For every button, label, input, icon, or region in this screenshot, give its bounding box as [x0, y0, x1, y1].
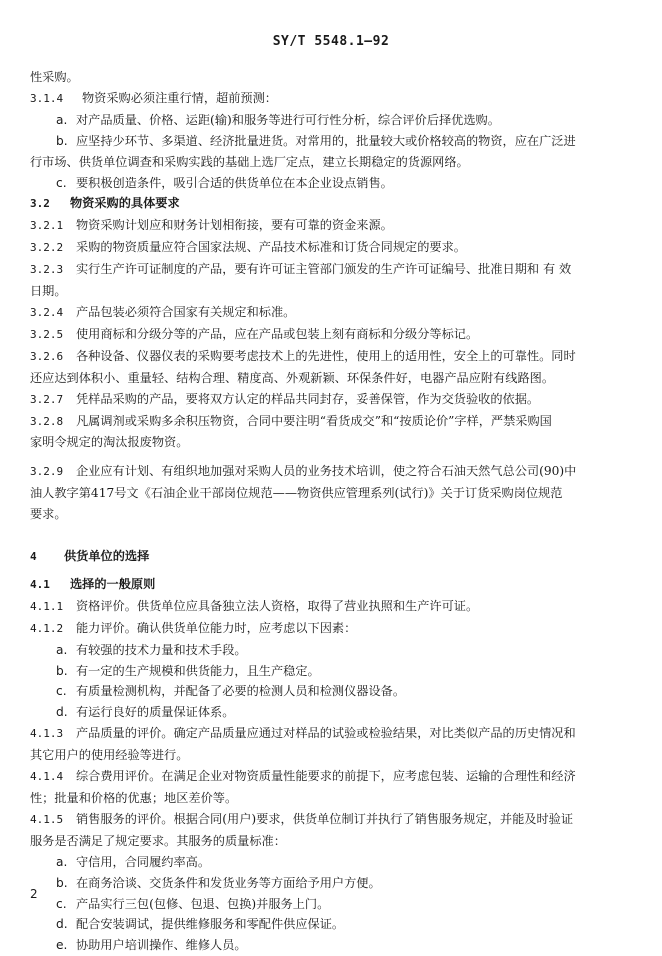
clause-number: 3.2.2 [30, 241, 64, 255]
item-text: 有运行良好的质量保证体系。 [76, 705, 235, 720]
section-title: 供货单位的选择 [64, 549, 150, 564]
clause-number: 4.1.4 [30, 770, 64, 784]
clause-3-2-7 [30, 389, 630, 411]
section-heading-3-2 [30, 193, 630, 215]
text-line: 还应达到体积小、重量轻、结构合理、精度高、外观新颖、环保条件好，电器产品应附有线路图。 [30, 370, 555, 385]
clause-text: 采购的物资质量应符合国家法规、产品技术标准和订货合同规定的要求。 [76, 240, 466, 255]
item-label: d. [56, 705, 68, 720]
clause-text: 凭样品采购的产品，要将双方认定的样品共同封存，妥善保管，作为交货验收的依据。 [76, 391, 540, 406]
clause-text: 物资采购计划应和财务计划相衔接，要有可靠的资金来源。 [76, 218, 393, 233]
item-text: 对产品质量、价格、运距(输)和服务等进行可行性分析，综合评价后择优选购。 [76, 112, 500, 127]
clause-text: 综合费用评价。在满足企业对物资质量性能要求的前提下，应考虑包装、运输的合理性和经济 [76, 769, 576, 784]
item-label: c. [56, 175, 67, 190]
item-text: 应坚持少环节、多渠道、经济批量进货。对常用的，批量较大或价格较高的物资，应在广泛进 [76, 133, 576, 148]
clause-4-1-1 [30, 596, 630, 618]
item-text: 在商务洽谈、交货条件和发货业务等方面给予用户方便。 [76, 875, 381, 890]
clause-3-1-4 [30, 88, 630, 110]
list-item [30, 702, 630, 723]
item-text: 配合安装调试，提供维修服务和零配件供应保证。 [76, 917, 345, 932]
list-item [30, 640, 630, 661]
clause-3-2-1 [30, 215, 630, 237]
clause-text: 销售服务的评价。根据合同(用户)要求，供货单位制订并执行了销售服务规定，并能及时验证 [76, 811, 574, 826]
clause-4-1-2 [30, 618, 630, 640]
clause-text: 使用商标和分级分等的产品，应在产品或包装上刻有商标和分级分等标记。 [76, 326, 479, 341]
list-item [30, 914, 630, 935]
list-item [30, 873, 630, 894]
text-line: 性；批量和价格的优惠；地区差价等。 [30, 791, 238, 805]
item-text: 有一定的生产规模和供货能力，且生产稳定。 [76, 663, 320, 678]
document-header: SY/T 5548.1—92 [272, 34, 390, 49]
list-item [30, 110, 630, 131]
clause-text: 资格评价。供货单位应具备独立法人资格，取得了营业执照和生产许可证。 [76, 598, 479, 613]
document-body [30, 67, 630, 956]
page-number: 2 [30, 887, 38, 901]
item-text: 产品实行三包(包修、包退、包换)并服务上门。 [76, 896, 330, 911]
item-text: 有较强的技术力量和技术手段。 [76, 642, 247, 657]
clause-number: 3.2.9 [30, 465, 64, 479]
text-line: 油人教字第417号文《石油企业干部岗位规范——物资供应管理系列(试行)》关于订货采购岗位规范 [30, 486, 563, 501]
item-label: a. [56, 112, 68, 127]
clause-number: 3.2.3 [30, 263, 64, 277]
clause-4-1-5 [30, 809, 630, 831]
item-label: b. [56, 133, 68, 148]
section-heading-4-1 [30, 574, 630, 596]
list-item [30, 681, 630, 702]
text-line: 服务是否满足了规定要求。其服务的质量标准： [30, 833, 286, 848]
clause-number: 3.2.6 [30, 349, 64, 363]
clause-3-2-6 [30, 346, 630, 368]
list-item [30, 894, 630, 915]
section-number: 4.1 [30, 577, 50, 591]
section-title: 物资采购的具体要求 [70, 196, 180, 211]
clause-number: 3.2.4 [30, 305, 64, 319]
clause-text: 产品质量的评价。确定产品质量应通过对样品的试验或检验结果，对比类似产品的历史情况和 [76, 726, 576, 741]
item-text: 有质量检测机构，并配备了必要的检测人员和检测仪器设备。 [76, 684, 406, 699]
clause-4-1-3 [30, 723, 630, 745]
item-label: c. [56, 684, 67, 699]
clause-3-2-9 [30, 461, 630, 483]
clause-number: 4.1.3 [30, 727, 64, 741]
section-number: 3.2 [30, 197, 50, 211]
list-item [30, 935, 630, 956]
clause-3-2-4 [30, 302, 630, 324]
clause-number: 3.1.4 [30, 91, 64, 105]
clause-number: 4.1.5 [30, 812, 64, 826]
text-line: 要求。 [30, 507, 67, 522]
item-text: 守信用，合同履约率高。 [76, 854, 211, 869]
list-item [30, 852, 630, 873]
list-item [30, 131, 630, 152]
clause-text: 能力评价。确认供货单位能力时，应考虑以下因素： [76, 620, 357, 635]
section-number: 4 [30, 550, 37, 564]
text-line: 行市场、供货单位调查和采购实践的基础上选厂定点，建立长期稳定的货源网络。 [30, 154, 469, 169]
item-label: b. [56, 875, 68, 890]
section-heading-4 [30, 546, 630, 568]
clause-text: 产品包装必须符合国家有关规定和标准。 [76, 304, 296, 319]
clause-3-2-5 [30, 324, 630, 346]
clause-number: 3.2.5 [30, 327, 64, 341]
item-label: b. [56, 663, 68, 678]
section-title: 选择的一般原则 [70, 576, 156, 591]
clause-text: 凡属调剂或采购多余积压物资，合同中要注明“看货成交”和“按质论价”字样，严禁采购国 [76, 413, 552, 428]
item-label: c. [56, 896, 67, 911]
item-label: e. [56, 938, 68, 953]
list-item [30, 173, 630, 194]
clause-4-1-4 [30, 766, 630, 788]
clause-number: 4.1.1 [30, 599, 64, 613]
clause-3-2-2 [30, 237, 630, 259]
item-label: a. [56, 854, 68, 869]
item-text: 要积极创造条件，吸引合适的供货单位在本企业设点销售。 [76, 175, 393, 190]
clause-text: 企业应有计划、有组织地加强对采购人员的业务技术培训，使之符合石油天然气总公司(90)中 [76, 464, 577, 479]
clause-3-2-8 [30, 411, 630, 433]
clause-number: 3.2.1 [30, 219, 64, 233]
text-line: 其它用户的使用经验等进行。 [30, 748, 189, 763]
text-line: 日期。 [30, 284, 67, 299]
text-line: 性采购。 [30, 70, 79, 84]
text-line: 家明令规定的淘汰报废物资。 [30, 435, 189, 450]
clause-text: 实行生产许可证制度的产品，要有许可证主管部门颁发的生产许可证编号、批准日期和 有 效 [76, 262, 572, 277]
item-label: a. [56, 642, 68, 657]
clause-3-2-3 [30, 259, 630, 281]
clause-text: 物资采购必须注重行情，超前预测： [82, 90, 277, 105]
clause-number: 3.2.7 [30, 392, 64, 406]
clause-number: 4.1.2 [30, 621, 64, 635]
clause-text: 各种设备、仪器仪表的采购要考虑技术上的先进性，使用上的适用性，安全上的可靠性。同时 [76, 348, 576, 363]
list-item [30, 661, 630, 682]
item-label: d. [56, 917, 68, 932]
item-text: 协助用户培训操作、维修人员。 [76, 938, 247, 953]
clause-number: 3.2.8 [30, 414, 64, 428]
